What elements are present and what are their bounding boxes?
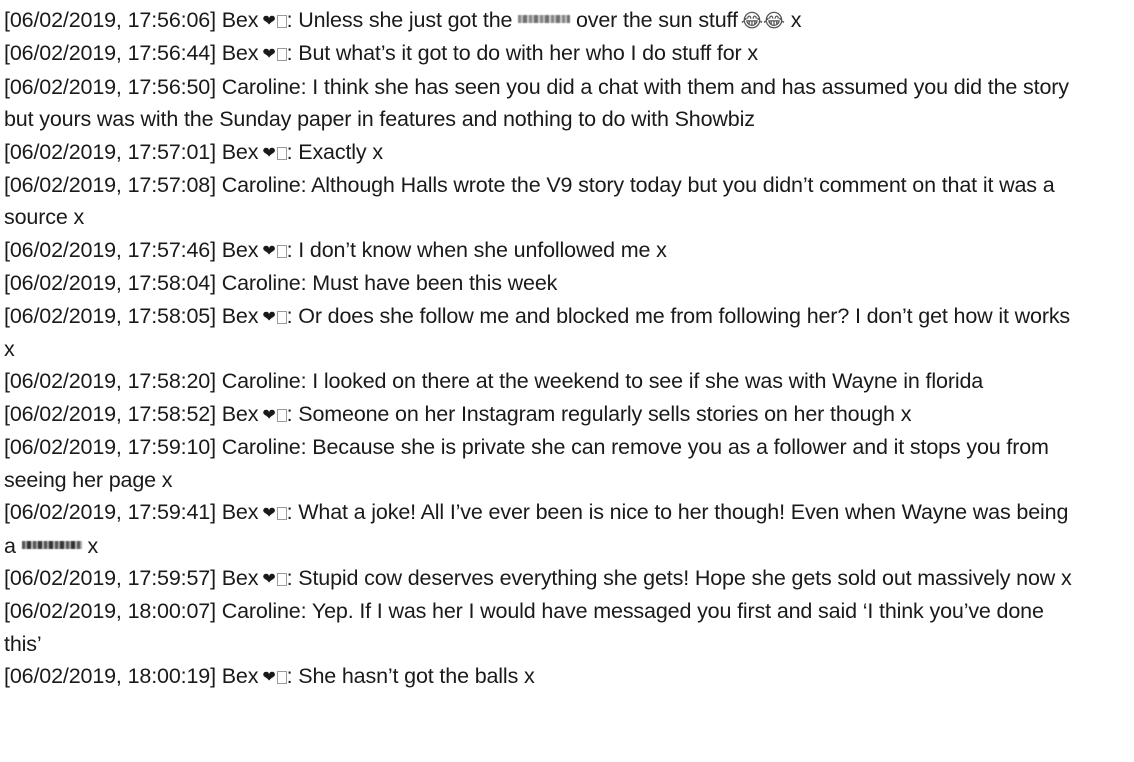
heart-icon: ❤ <box>262 306 276 326</box>
message-row <box>4 234 1079 267</box>
message-timestamp: [06/02/2019, 18:00:07] <box>4 599 216 624</box>
sender-separator: : <box>286 401 293 426</box>
message-row <box>4 169 1079 234</box>
message-sender: Bex <box>221 237 259 262</box>
message-timestamp: [06/02/2019, 17:59:10] <box>4 435 216 460</box>
sender-separator: : <box>300 369 307 394</box>
message-timestamp: [06/02/2019, 17:56:44] <box>4 41 216 66</box>
heart-icon: ❤ <box>262 667 276 687</box>
message-sender: Caroline <box>221 599 301 624</box>
message-row <box>4 431 1079 496</box>
message-timestamp: [06/02/2019, 17:58:52] <box>4 401 216 426</box>
message-row <box>4 267 1079 299</box>
message-signoff: x <box>87 533 99 558</box>
missing-glyph-icon <box>277 147 287 160</box>
message-sender: Bex <box>221 303 259 328</box>
message-row <box>4 660 1079 693</box>
missing-glyph-icon <box>277 507 287 520</box>
message-text: I think she has seen you did a chat with them and has assumed you did the story but yours was with the Sunday paper in features and nothing to do with Showbiz <box>4 74 1069 132</box>
message-text: I don’t know when she unfollowed me x <box>298 237 667 262</box>
missing-glyph-icon <box>277 15 287 28</box>
message-text: Someone on her Instagram regularly sells stories on her though x <box>298 401 912 426</box>
message-timestamp: [06/02/2019, 17:56:06] <box>4 8 216 32</box>
message-text: What a joke! All I’ve ever been is nice to her though! Even when Wayne was being a <box>4 500 1069 558</box>
sender-separator: : <box>286 237 293 262</box>
sender-separator: : <box>300 173 307 198</box>
sender-separator: : <box>286 8 293 32</box>
heart-icon: ❤ <box>262 44 276 64</box>
sender-separator: : <box>300 599 307 624</box>
heart-icon: ❤ <box>262 11 276 30</box>
message-timestamp: [06/02/2019, 18:00:19] <box>4 664 216 689</box>
message-timestamp: [06/02/2019, 17:57:01] <box>4 139 216 164</box>
sender-separator: : <box>286 565 293 590</box>
message-text: Because she is private she can remove you as a follower and it stops you from seeing her page x <box>4 435 1049 492</box>
heart-icon: ❤ <box>262 503 276 523</box>
sender-separator: : <box>300 74 307 99</box>
message-sender: Caroline <box>221 435 301 460</box>
sender-separator: : <box>300 435 307 460</box>
missing-glyph-icon <box>277 311 287 324</box>
heart-icon: ❤ <box>262 568 276 588</box>
message-sender: Caroline <box>221 173 301 198</box>
message-text: Or does she follow me and blocked me from following her? I don’t get how it works x <box>4 303 1071 362</box>
message-text: She hasn’t got the balls x <box>298 664 535 689</box>
message-sender: Bex <box>221 139 259 164</box>
message-row <box>4 136 1079 169</box>
message-sender: Bex <box>221 41 259 66</box>
message-sender: Bex <box>221 664 259 689</box>
message-row <box>4 300 1079 366</box>
message-text: I looked on there at the weekend to see if she was with Wayne in florida <box>312 369 984 394</box>
message-text: Must have been this week <box>312 271 558 296</box>
sender-separator: : <box>300 271 307 296</box>
message-signoff: x <box>790 8 802 32</box>
message-sender: Bex <box>221 401 259 426</box>
heart-icon: ❤ <box>262 240 276 260</box>
missing-glyph-icon <box>277 573 287 586</box>
message-text: But what’s it got to do with her who I do stuff for x <box>298 41 758 66</box>
message-text: Although Halls wrote the V9 story today but you didn’t comment on that it was a source x <box>4 173 1055 230</box>
sender-separator: : <box>286 664 293 689</box>
message-row <box>4 71 1079 136</box>
message-timestamp: [06/02/2019, 17:56:50] <box>4 74 216 99</box>
message-timestamp: [06/02/2019, 17:57:46] <box>4 237 216 262</box>
missing-glyph-icon <box>277 409 287 422</box>
message-text: Stupid cow deserves everything she gets! Hope she gets sold out massively now x <box>298 565 1072 590</box>
message-text-continued: over the sun stuff <box>575 8 738 32</box>
message-row <box>4 365 1079 397</box>
redacted-word <box>22 541 82 549</box>
missing-glyph-icon <box>277 48 287 61</box>
missing-glyph-icon <box>277 671 287 684</box>
missing-glyph-icon <box>277 245 287 258</box>
message-timestamp: [06/02/2019, 17:58:05] <box>4 303 216 328</box>
chat-transcript <box>4 4 1079 694</box>
message-text: Yep. If I was her I would have messaged you first and said ‘I think you’ve done this’ <box>4 599 1044 656</box>
laughing-emoji-icon: 😂😂 <box>740 10 785 32</box>
heart-icon: ❤ <box>262 142 276 162</box>
message-sender: Caroline <box>221 74 301 99</box>
sender-separator: : <box>286 139 293 164</box>
message-sender: Bex <box>221 8 259 32</box>
message-text: Unless she just got the <box>298 8 513 32</box>
message-row <box>4 496 1079 562</box>
message-timestamp: [06/02/2019, 17:57:08] <box>4 173 216 198</box>
sender-separator: : <box>286 41 293 66</box>
message-timestamp: [06/02/2019, 17:58:04] <box>4 271 216 296</box>
message-text: Exactly x <box>298 139 383 164</box>
message-row <box>4 37 1079 70</box>
message-sender: Caroline <box>221 271 301 296</box>
message-timestamp: [06/02/2019, 17:58:20] <box>4 369 216 394</box>
heart-icon: ❤ <box>262 404 276 424</box>
message-timestamp: [06/02/2019, 17:59:57] <box>4 565 216 590</box>
redacted-word <box>518 15 570 23</box>
sender-separator: : <box>286 303 293 328</box>
message-sender: Bex <box>221 500 259 525</box>
message-sender: Caroline <box>221 369 301 394</box>
message-row <box>4 4 1079 37</box>
message-timestamp: [06/02/2019, 17:59:41] <box>4 500 216 525</box>
message-row <box>4 562 1079 595</box>
message-sender: Bex <box>221 565 259 590</box>
message-row <box>4 398 1079 431</box>
sender-separator: : <box>286 500 293 525</box>
message-row <box>4 595 1079 660</box>
